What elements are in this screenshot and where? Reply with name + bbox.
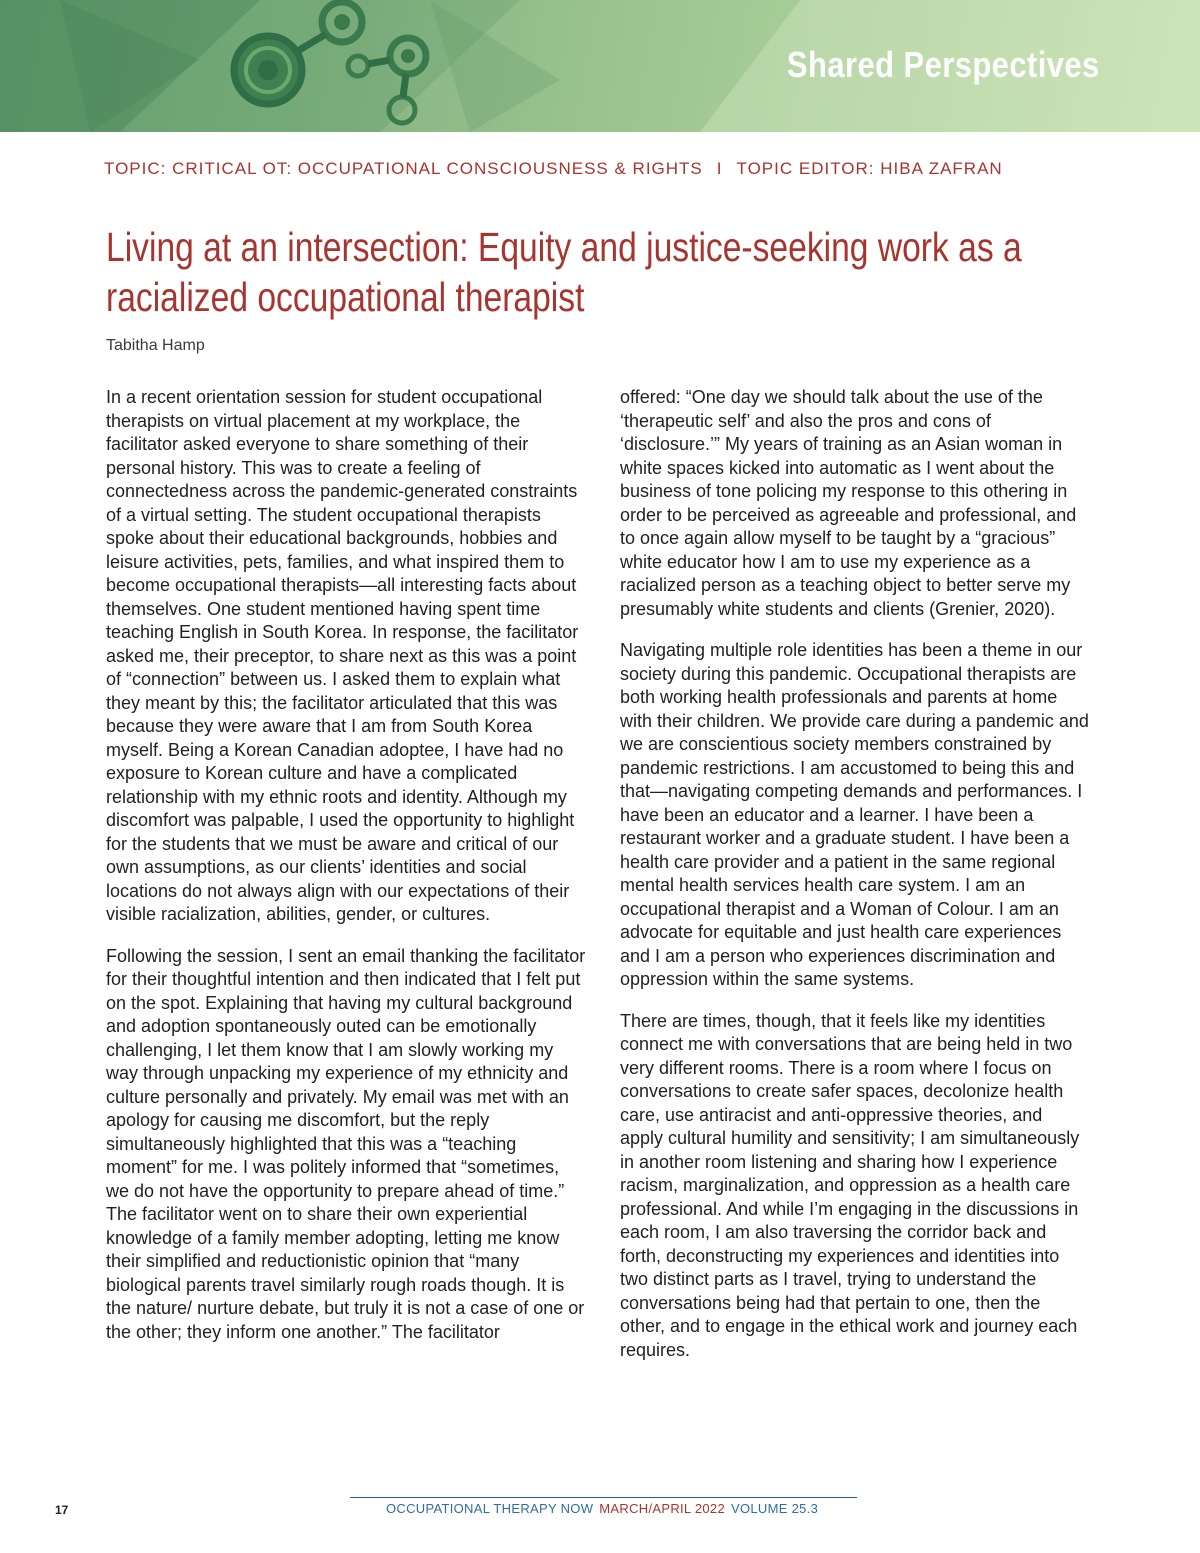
- topic-separator: I: [716, 159, 723, 178]
- paragraph: In a recent orientation session for student occupational therapists on virtual placement at my workplace, the facilitator asked everyone to share something of their personal history. This was to create a feeling of connectedness across the pandemic-generated constraints of a virtual setting. The student occupational therapists spoke about their educational backgrounds, hobbies and leisure activities, pets, families, and what inspired them to become occupational therapists—all interesting facts about themselves. One student mentioned having spent time teaching English in South Korea. In response, the facilitator asked me, their preceptor, to share next as this was a point of “connection” between us. I asked them to explain what they meant by this; the facilitator articulated that this was because they were aware that I am from South Korea myself. Being a Korean Canadian adoptee, I have had no exposure to Korean culture and have a complicated relationship with my ethnic roots and identity. Although my discomfort was palpable, I used the opportunity to highlight for the students that we must be aware and critical of our own assumptions, as our clients’ identities and social locations do not always align with our expectations of their visible racialization, abilities, gender, or cultures.: [106, 387, 579, 924]
- paragraph: Navigating multiple role identities has been a theme in our society during this pandemic. Occupational therapists are both working health professionals and parents at home with their children. We provide care during a pandemic and we are conscientious society members constrained by pandemic restrictions. I am accustomed to being this and that—navigating competing demands and performances. I have been an educator and a learner. I have been a restaurant worker and a graduate student. I have been a health care provider and a patient in the same regional mental health services health care system. I am an occupational therapist and a Woman of Colour. I am an advocate for equitable and just health care experiences and I am a person who experiences discrimination and oppression within the same systems.: [620, 640, 1089, 989]
- footer-divider: [350, 1497, 857, 1498]
- topic-label: TOPIC: CRITICAL OT: OCCUPATIONAL CONSCIOUSNESS & RIGHTS: [104, 159, 703, 178]
- section-title: Shared Perspectives: [787, 44, 1100, 85]
- paragraph: There are times, though, that it feels like my identities connect me with conversations that are being held in two very different rooms. There is a room where I focus on conversations to create safer spaces, decolonize health care, use antiracist and anti-oppressive theories, and apply cultural humility and sensitivity; I am simultaneously in another room listening and sharing how I experience racism, marginalization, and oppression as a health care professional. And while I’m engaging in the discussions in each room, I am also traversing the corridor back and forth, deconstructing my experiences and identities into two distinct parts as I travel, trying to understand the conversations being had that pertain to one, then the other, and to engage in the ethical work and journey each requires.: [620, 1010, 1080, 1360]
- right-column: [620, 386, 1090, 1380]
- page-number: 17: [55, 1503, 69, 1517]
- paragraph: Following the session, I sent an email thanking the facilitator for their thoughtful intention and then indicated that I felt put on the spot. Explaining that having my cultural background and adoption spontaneously outed can be emotionally challenging, I let them know that I am slowly working my way through unpacking my experience of my ethnicity and culture personally and privately. My email was met with an apology for causing me discomfort, but the reply simultaneously highlighted that this was a “teaching moment” for me. I was politely informed that “sometimes, we do not have the opportunity to prepare ahead of time.” The facilitator went on to share their own experiential knowledge of a family member adopting, letting me know their simplified and reductionistic opinion that “many biological parents travel similarly rough roads though. It is the nature/ nurture debate, but truly it is not a case of one or the other; they inform one another.” The facilitator: [106, 945, 586, 1342]
- footer-volume: VOLUME 25.3: [731, 1501, 819, 1516]
- header-banner: [0, 0, 1200, 132]
- topic-line: [104, 159, 1003, 179]
- footer-date: MARCH/APRIL 2022: [599, 1501, 725, 1516]
- author-name: Tabitha Hamp: [106, 337, 205, 354]
- article-title: Living at an intersection: Equity and justice-seeking work as a racialized occupational therapist: [106, 224, 1022, 320]
- footer-magazine: OCCUPATIONAL THERAPY NOW: [386, 1501, 594, 1516]
- topic-editor: TOPIC EDITOR: HIBA ZAFRAN: [736, 159, 1003, 178]
- left-column: [106, 386, 586, 1362]
- paragraph: offered: “One day we should talk about the use of the ‘therapeutic self’ and also the pros and cons of ‘disclosure.’” My years of training as an Asian woman in white spaces kicked into automatic as I went about the business of tone policing my response to this othering in order to be perceived as agreeable and professional, and to once again allow myself to be taught by a “gracious” white educator how I am to use my experience as a racialized person as a teaching object to better serve my presumably white students and clients (Grenier, 2020).: [620, 387, 1077, 619]
- footer: [386, 1501, 818, 1516]
